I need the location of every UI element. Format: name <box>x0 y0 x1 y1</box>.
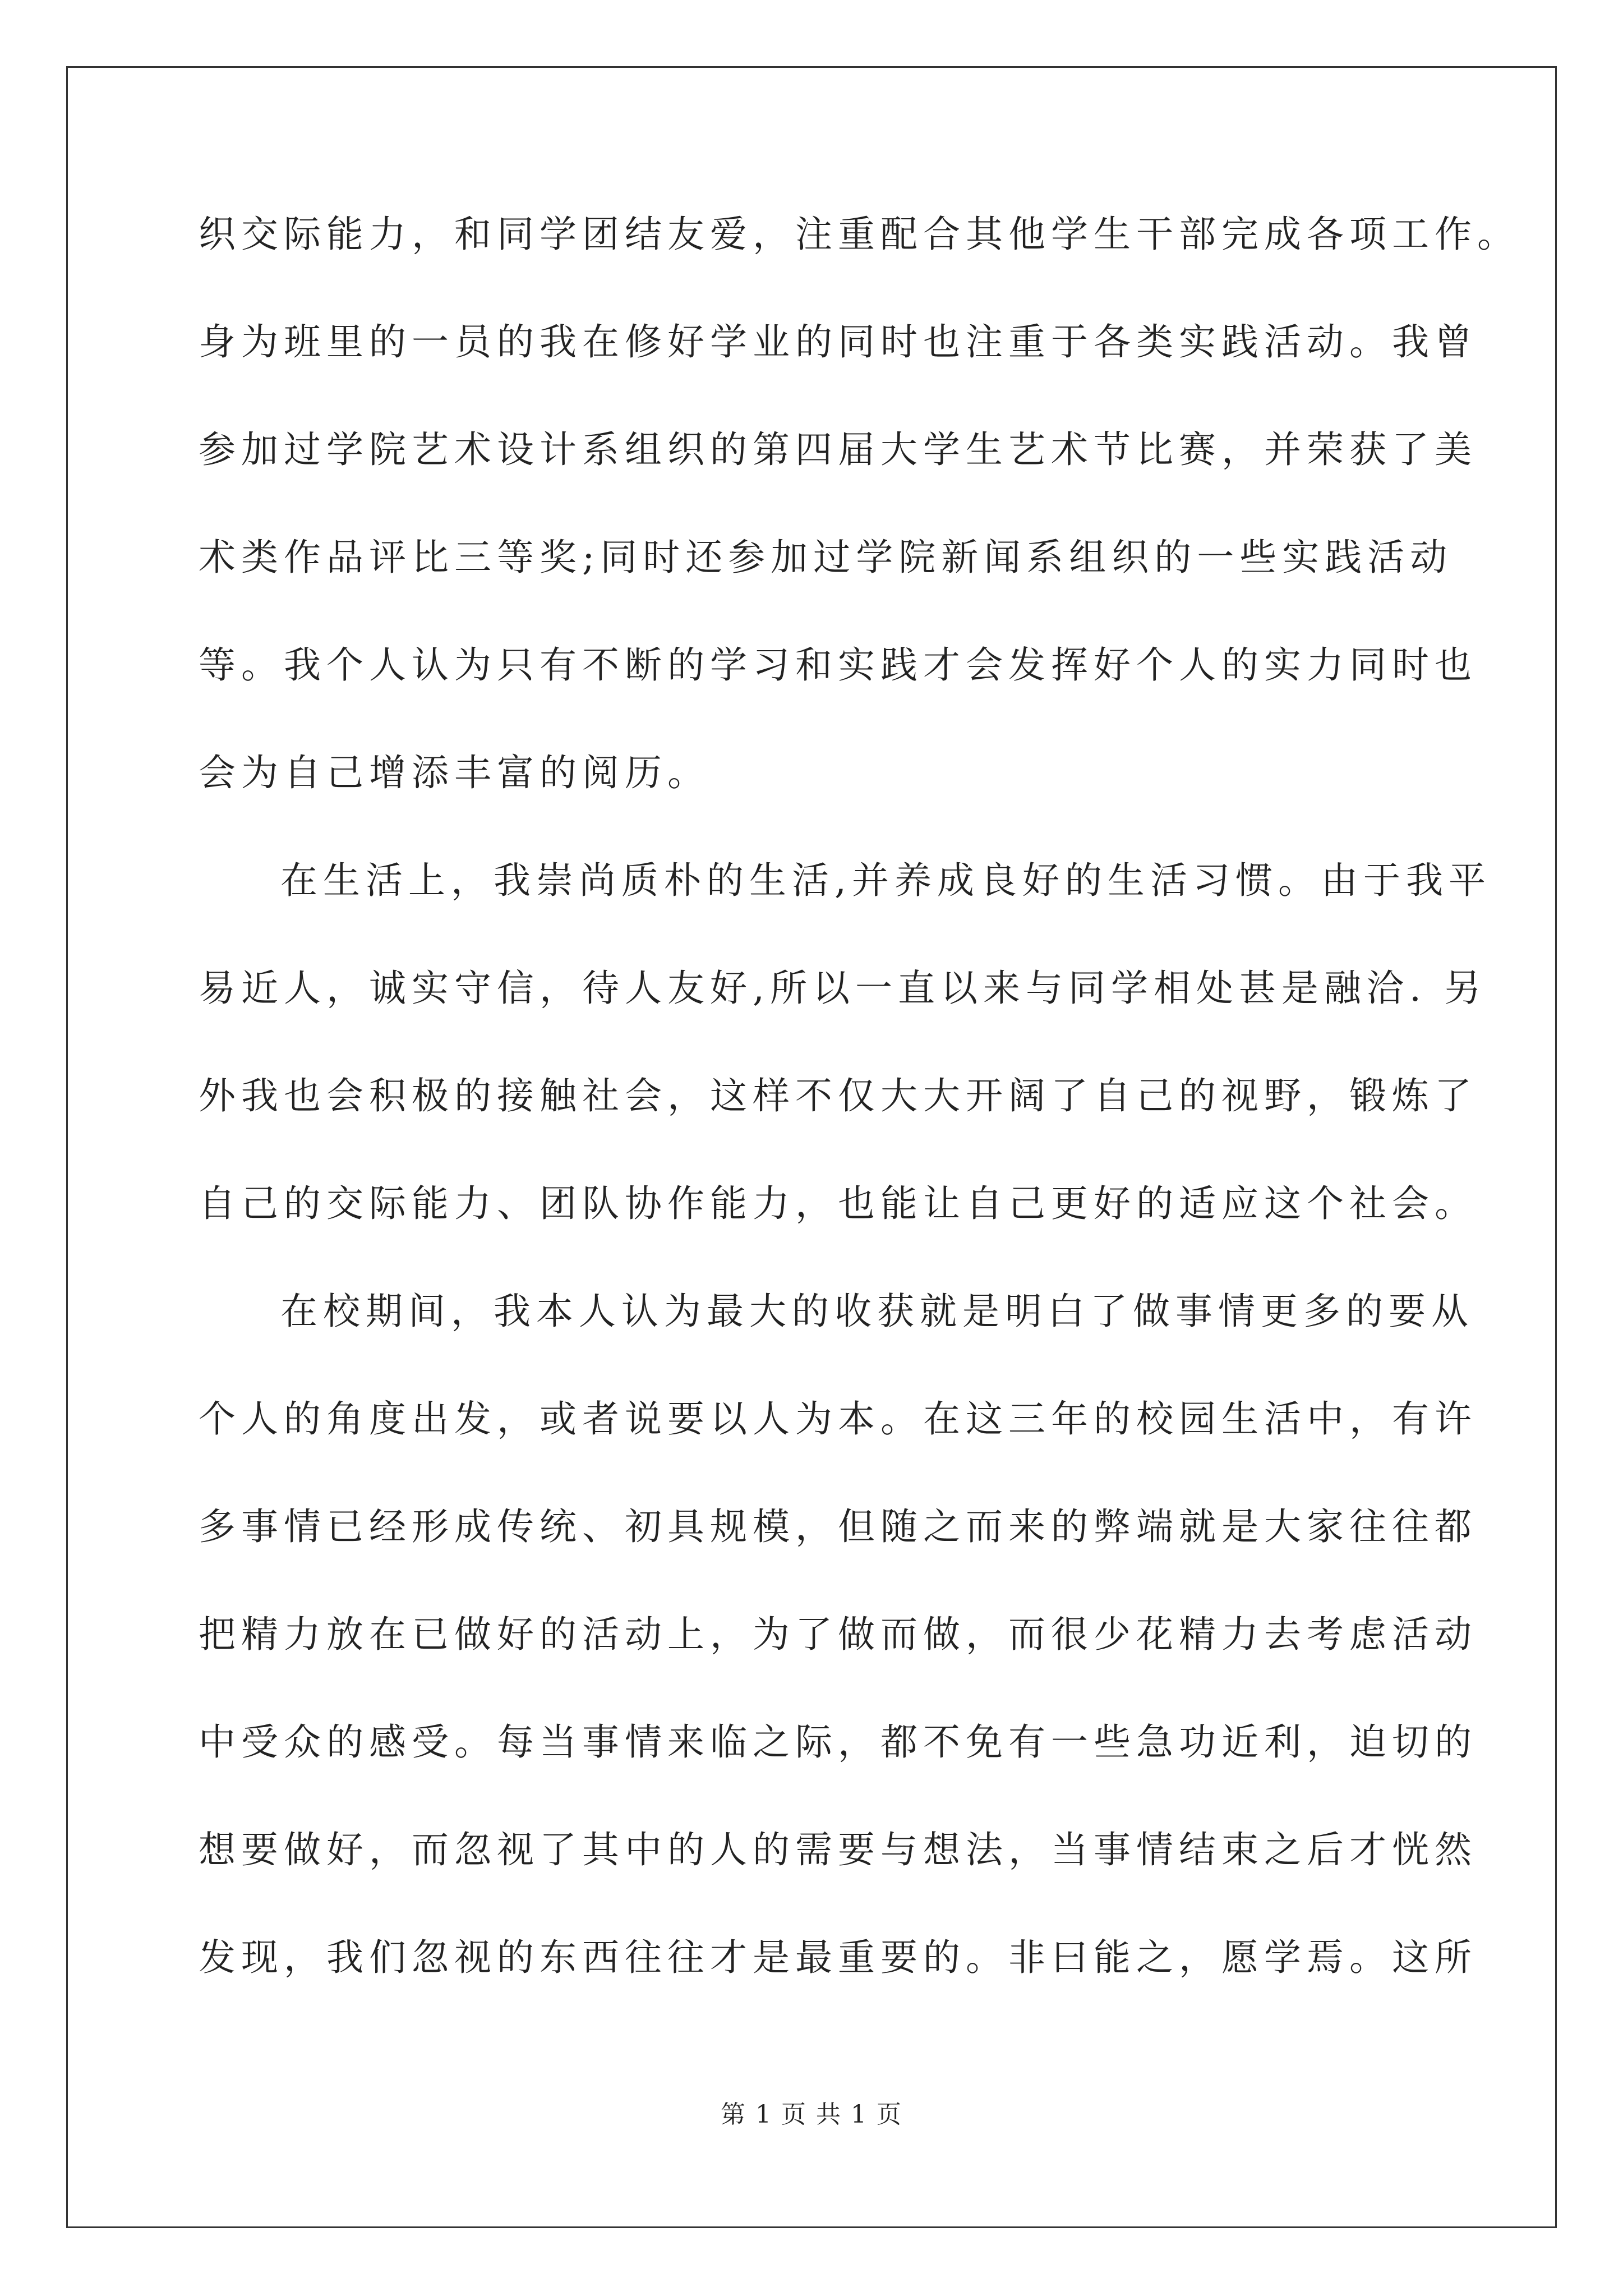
body-text-line: 会为自己增添丰富的阅历。 <box>199 751 710 794</box>
body-text-line: 把精力放在已做好的活动上，为了做而做，而很少花精力去考虑活动 <box>199 1613 1477 1656</box>
body-text-line: 术类作品评比三等奖;同时还参加过学院新闻系组织的一些实践活动 <box>199 536 1453 579</box>
body-text-line: 参加过学院艺术设计系组织的第四届大学生艺术节比赛，并荣获了美 <box>199 428 1477 471</box>
body-text-line: 中受众的感受。每当事情来临之际，都不免有一些急功近利，迫切的 <box>199 1720 1477 1764</box>
body-text-line: 织交际能力，和同学团结友爱，注重配合其他学生干部完成各项工作。 <box>199 213 1520 256</box>
paragraph-first-line: 在校期间，我本人认为最大的收获就是明白了做事情更多的要从 <box>280 1290 1474 1333</box>
body-text-line: 想要做好，而忽视了其中的人的需要与想法，当事情结束之后才恍然 <box>199 1828 1477 1871</box>
page-number-footer: 第 1 页 共 1 页 <box>721 2100 902 2129</box>
body-text-line: 发现，我们忽视的东西往往才是最重要的。非曰能之，愿学焉。这所 <box>199 1936 1477 1979</box>
page-border <box>66 66 1557 2228</box>
body-text-line: 自己的交际能力、团队协作能力，也能让自己更好的适应这个社会。 <box>199 1182 1477 1225</box>
paragraph-first-line: 在生活上，我崇尚质朴的生活,并养成良好的生活习惯。由于我平 <box>280 859 1491 902</box>
body-text-line: 个人的角度出发，或者说要以人为本。在这三年的校园生活中，有许 <box>199 1397 1477 1441</box>
body-text-line: 外我也会积极的接触社会，这样不仅大大开阔了自己的视野，锻炼了 <box>199 1074 1477 1117</box>
body-text-line: 身为班里的一员的我在修好学业的同时也注重于各类实践活动。我曾 <box>199 320 1477 364</box>
body-text-line: 多事情已经形成传统、初具规模，但随之而来的弊端就是大家往往都 <box>199 1505 1477 1548</box>
body-text-line: 等。我个人认为只有不断的学习和实践才会发挥好个人的实力同时也 <box>199 643 1477 687</box>
body-text-line: 易近人，诚实守信，待人友好,所以一直以来与同学相处甚是融洽. 另 <box>199 967 1487 1010</box>
